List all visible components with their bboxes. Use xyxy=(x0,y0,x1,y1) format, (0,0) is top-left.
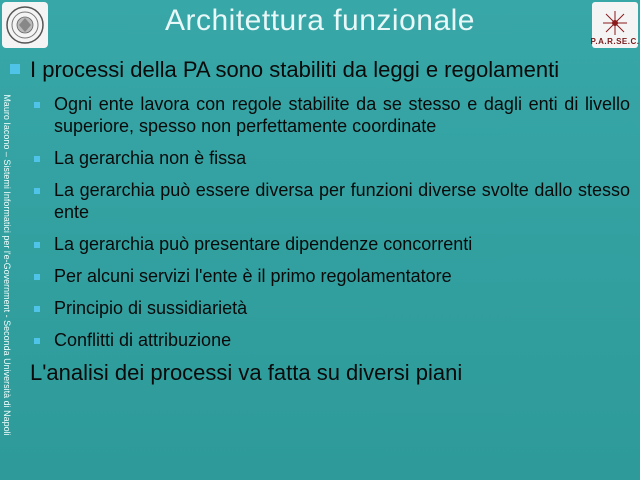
sub-bullet-text: La gerarchia non è fissa xyxy=(54,148,247,168)
sub-bullet-text: La gerarchia può presentare dipendenze concorrenti xyxy=(54,234,473,254)
slide-title: Architettura funzionale xyxy=(164,4,475,37)
bullet-item xyxy=(8,359,630,386)
sub-bullet-item xyxy=(34,233,630,255)
sub-bullet-text: Per alcuni servizi l'ente è il primo regolamentatore xyxy=(54,266,452,286)
sub-bullet-item xyxy=(34,179,630,223)
parsec-logo-text: P.A.R.SE.C. xyxy=(590,37,640,46)
sub-bullet-item xyxy=(34,93,630,137)
sub-bullet-item xyxy=(34,297,630,319)
sub-bullet-text: Principio di sussidiarietà xyxy=(54,298,248,318)
square-bullet-icon xyxy=(34,242,40,248)
sub-bullet-text: Conflitti di attribuzione xyxy=(54,330,232,350)
parsec-logo xyxy=(592,2,638,48)
square-bullet-icon xyxy=(34,274,40,280)
bullet-item xyxy=(8,56,630,83)
square-bullet-icon xyxy=(34,338,40,344)
sub-bullet-item xyxy=(34,265,630,287)
bullet-list xyxy=(8,54,630,386)
bullet-text: L'analisi dei processi va fatta su diversi piani xyxy=(30,360,463,385)
sub-bullet-item xyxy=(34,147,630,169)
sidebar-footer-text: Mauro Iacono – Sistemi Informatici per l'e-Government - Seconda Università di Napoli xyxy=(2,94,12,436)
square-bullet-icon xyxy=(10,64,20,74)
square-bullet-icon xyxy=(34,102,40,108)
parsec-star-icon xyxy=(600,9,630,37)
sub-bullet-text: Ogni ente lavora con regole stabilite da se stesso e dagli enti di livello superiore, spesso non perfettamente coordinate xyxy=(54,94,630,136)
bullet-text: I processi della PA sono stabiliti da leggi e regolamenti xyxy=(30,57,560,82)
square-bullet-icon xyxy=(34,306,40,312)
square-bullet-icon xyxy=(34,156,40,162)
sub-bullet-text: La gerarchia può essere diversa per funzioni diverse svolte dallo stesso ente xyxy=(54,180,630,222)
sub-bullet-item xyxy=(34,329,630,351)
square-bullet-icon xyxy=(34,188,40,194)
